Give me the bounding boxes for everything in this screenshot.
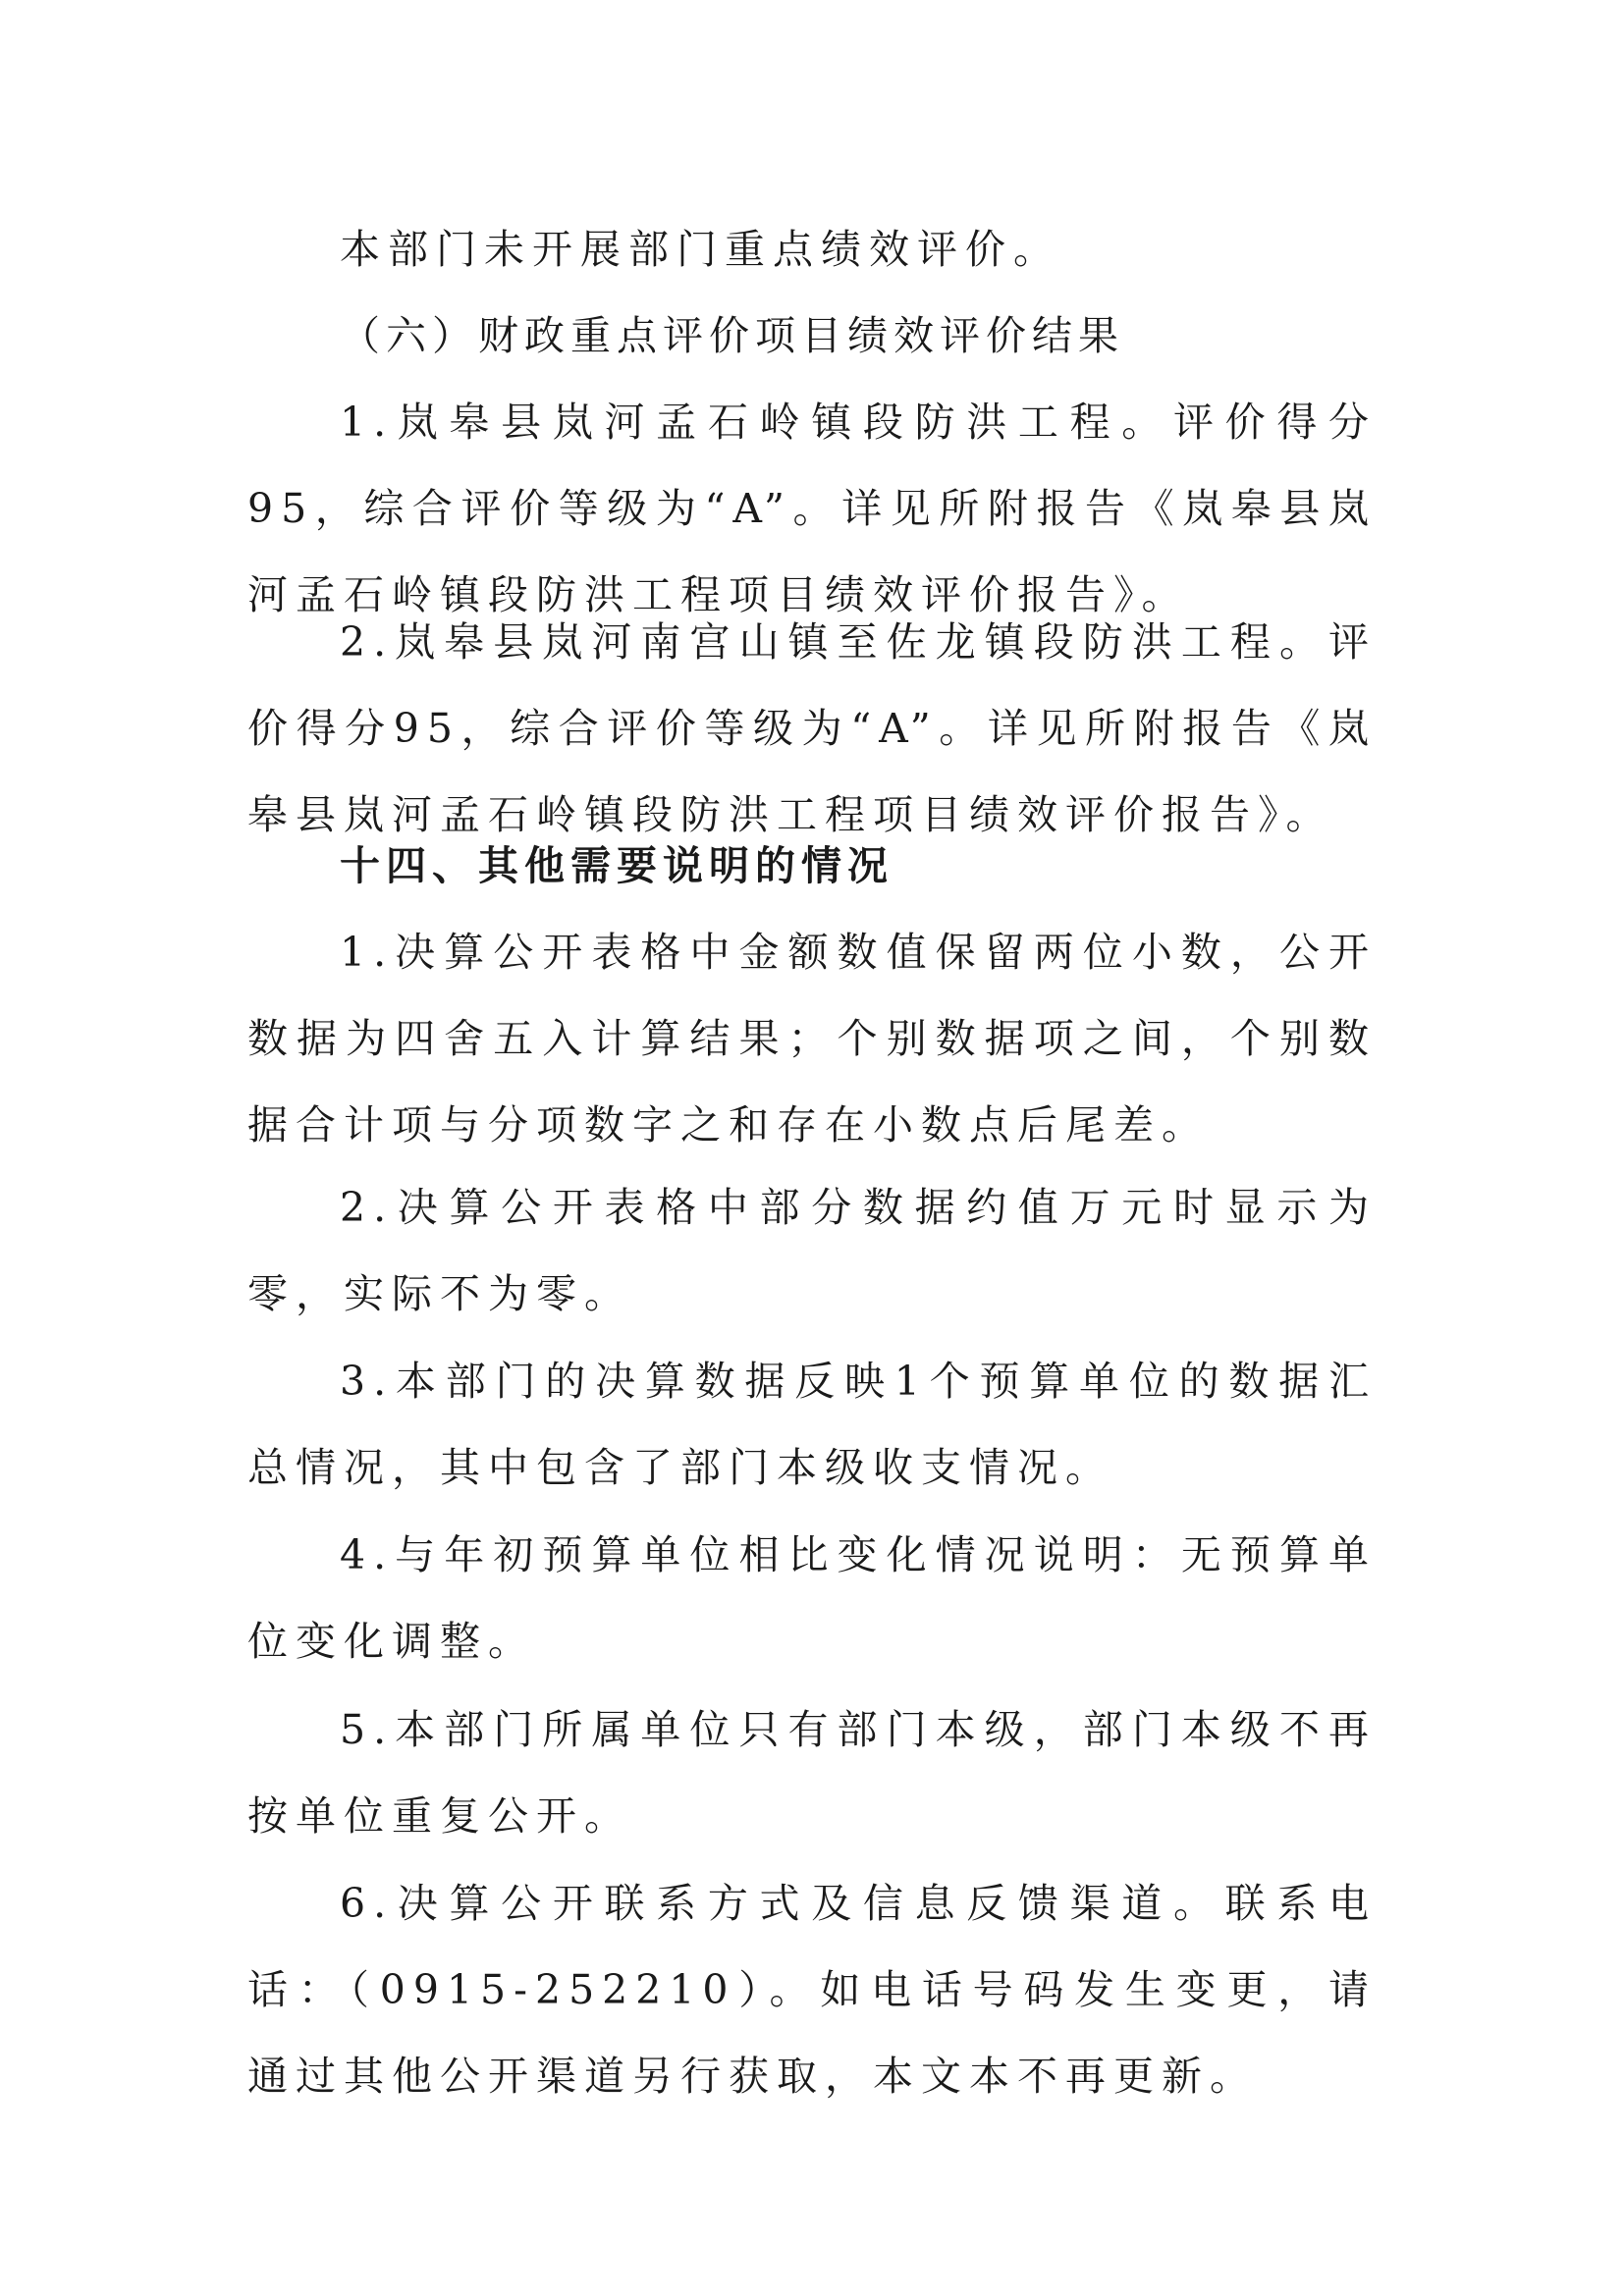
section-six-heading: （六）财政重点评价项目绩效评价结果 [340,312,1124,359]
item-14-2-paragraph: 2.决算公开表格中部分数据约值万元时显示为零，实际不为零。 [247,1184,1377,1317]
item-6-2-paragraph: 2.岚皋县岚河南宫山镇至佐龙镇段防洪工程。评价得分95，综合评价等级为“A”。详见所附报告《岚皋县岚河孟石岭镇段防洪工程项目绩效评价报告》。 [247,618,1377,838]
item-6-1-paragraph: 1.岚皋县岚河孟石岭镇段防洪工程。评价得分95，综合评价等级为“A”。详见所附报告《岚皋县岚河孟石岭镇段防洪工程项目绩效评价报告》。 [247,399,1377,618]
item-14-3-paragraph: 3.本部门的决算数据反映1个预算单位的数据汇总情况，其中包含了部门本级收支情况。 [247,1358,1377,1491]
item-14-5-paragraph: 5.本部门所属单位只有部门本级，部门本级不再按单位重复公开。 [247,1706,1377,1840]
item-14-6-paragraph: 6.决算公开联系方式及信息反馈渠道。联系电话：（0915-252210）。如电话号码发生变更，请通过其他公开渠道另行获取，本文本不再更新。 [247,1880,1377,2100]
section-fourteen-heading: 十四、其他需要说明的情况 [340,842,893,889]
intro-paragraph: 本部门未开展部门重点绩效评价。 [340,226,1061,273]
item-14-1-paragraph: 1.决算公开表格中金额数值保留两位小数，公开数据为四舍五入计算结果；个别数据项之间，个别数据合计项与分项数字之和存在小数点后尾差。 [247,929,1377,1148]
item-14-4-paragraph: 4.与年初预算单位相比变化情况说明：无预算单位变化调整。 [247,1531,1377,1665]
